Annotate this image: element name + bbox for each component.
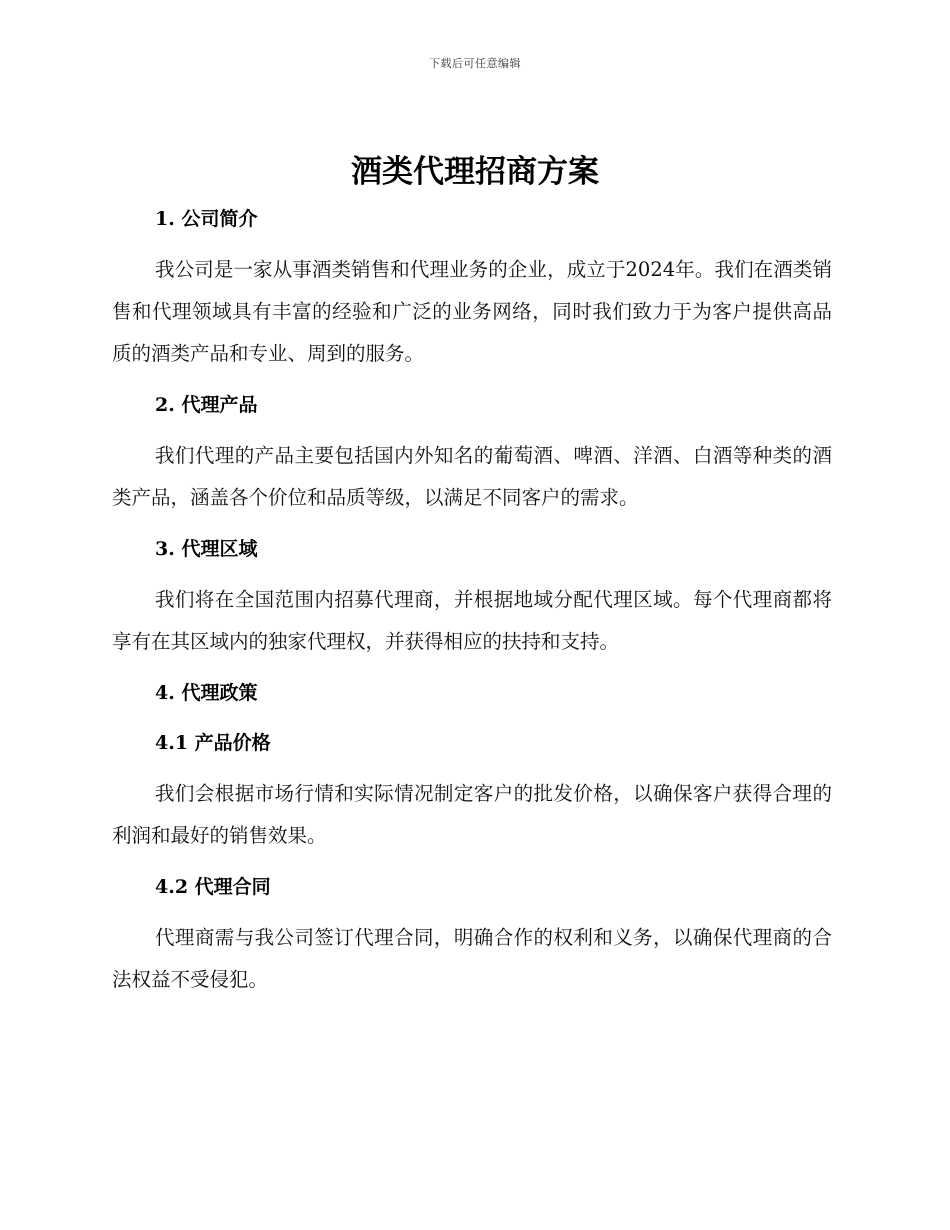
section-text-pricing: 我们会根据市场行情和实际情况制定客户的批发价格，以确保客户获得合理的利润和最好的销售效果。: [112, 782, 832, 847]
section-heading-policy: 4. 代理政策: [155, 682, 258, 704]
section-text-contract: 代理商需与我公司签订代理合同，明确合作的权利和义务，以确保代理商的合法权益不受侵犯。: [112, 926, 832, 991]
section-heading-regions: 3. 代理区域: [155, 538, 258, 560]
section-heading-company-intro: 1. 公司简介: [155, 208, 258, 230]
section-heading-products: 2. 代理产品: [155, 394, 258, 416]
section-text-products: 我们代理的产品主要包括国内外知名的葡萄酒、啤酒、洋酒、白酒等种类的酒类产品，涵盖各个价位和品质等级，以满足不同客户的需求。: [112, 444, 832, 509]
document-body: [112, 199, 832, 1011]
section-heading-pricing: 4.1 产品价格: [155, 732, 271, 754]
section-heading-contract: 4.2 代理合同: [155, 876, 271, 898]
section-text-company-intro: 我公司是一家从事酒类销售和代理业务的企业，成立于2024年。我们在酒类销售和代理领域具有丰富的经验和广泛的业务网络，同时我们致力于为客户提供高品质的酒类产品和专业、周到的服务。: [112, 258, 832, 365]
document-title: 酒类代理招商方案: [351, 154, 599, 190]
section-text-regions: 我们将在全国范围内招募代理商，并根据地域分配代理区域。每个代理商都将享有在其区域内的独家代理权，并获得相应的扶持和支持。: [112, 588, 832, 653]
header-note: 下载后可任意编辑: [429, 57, 521, 70]
